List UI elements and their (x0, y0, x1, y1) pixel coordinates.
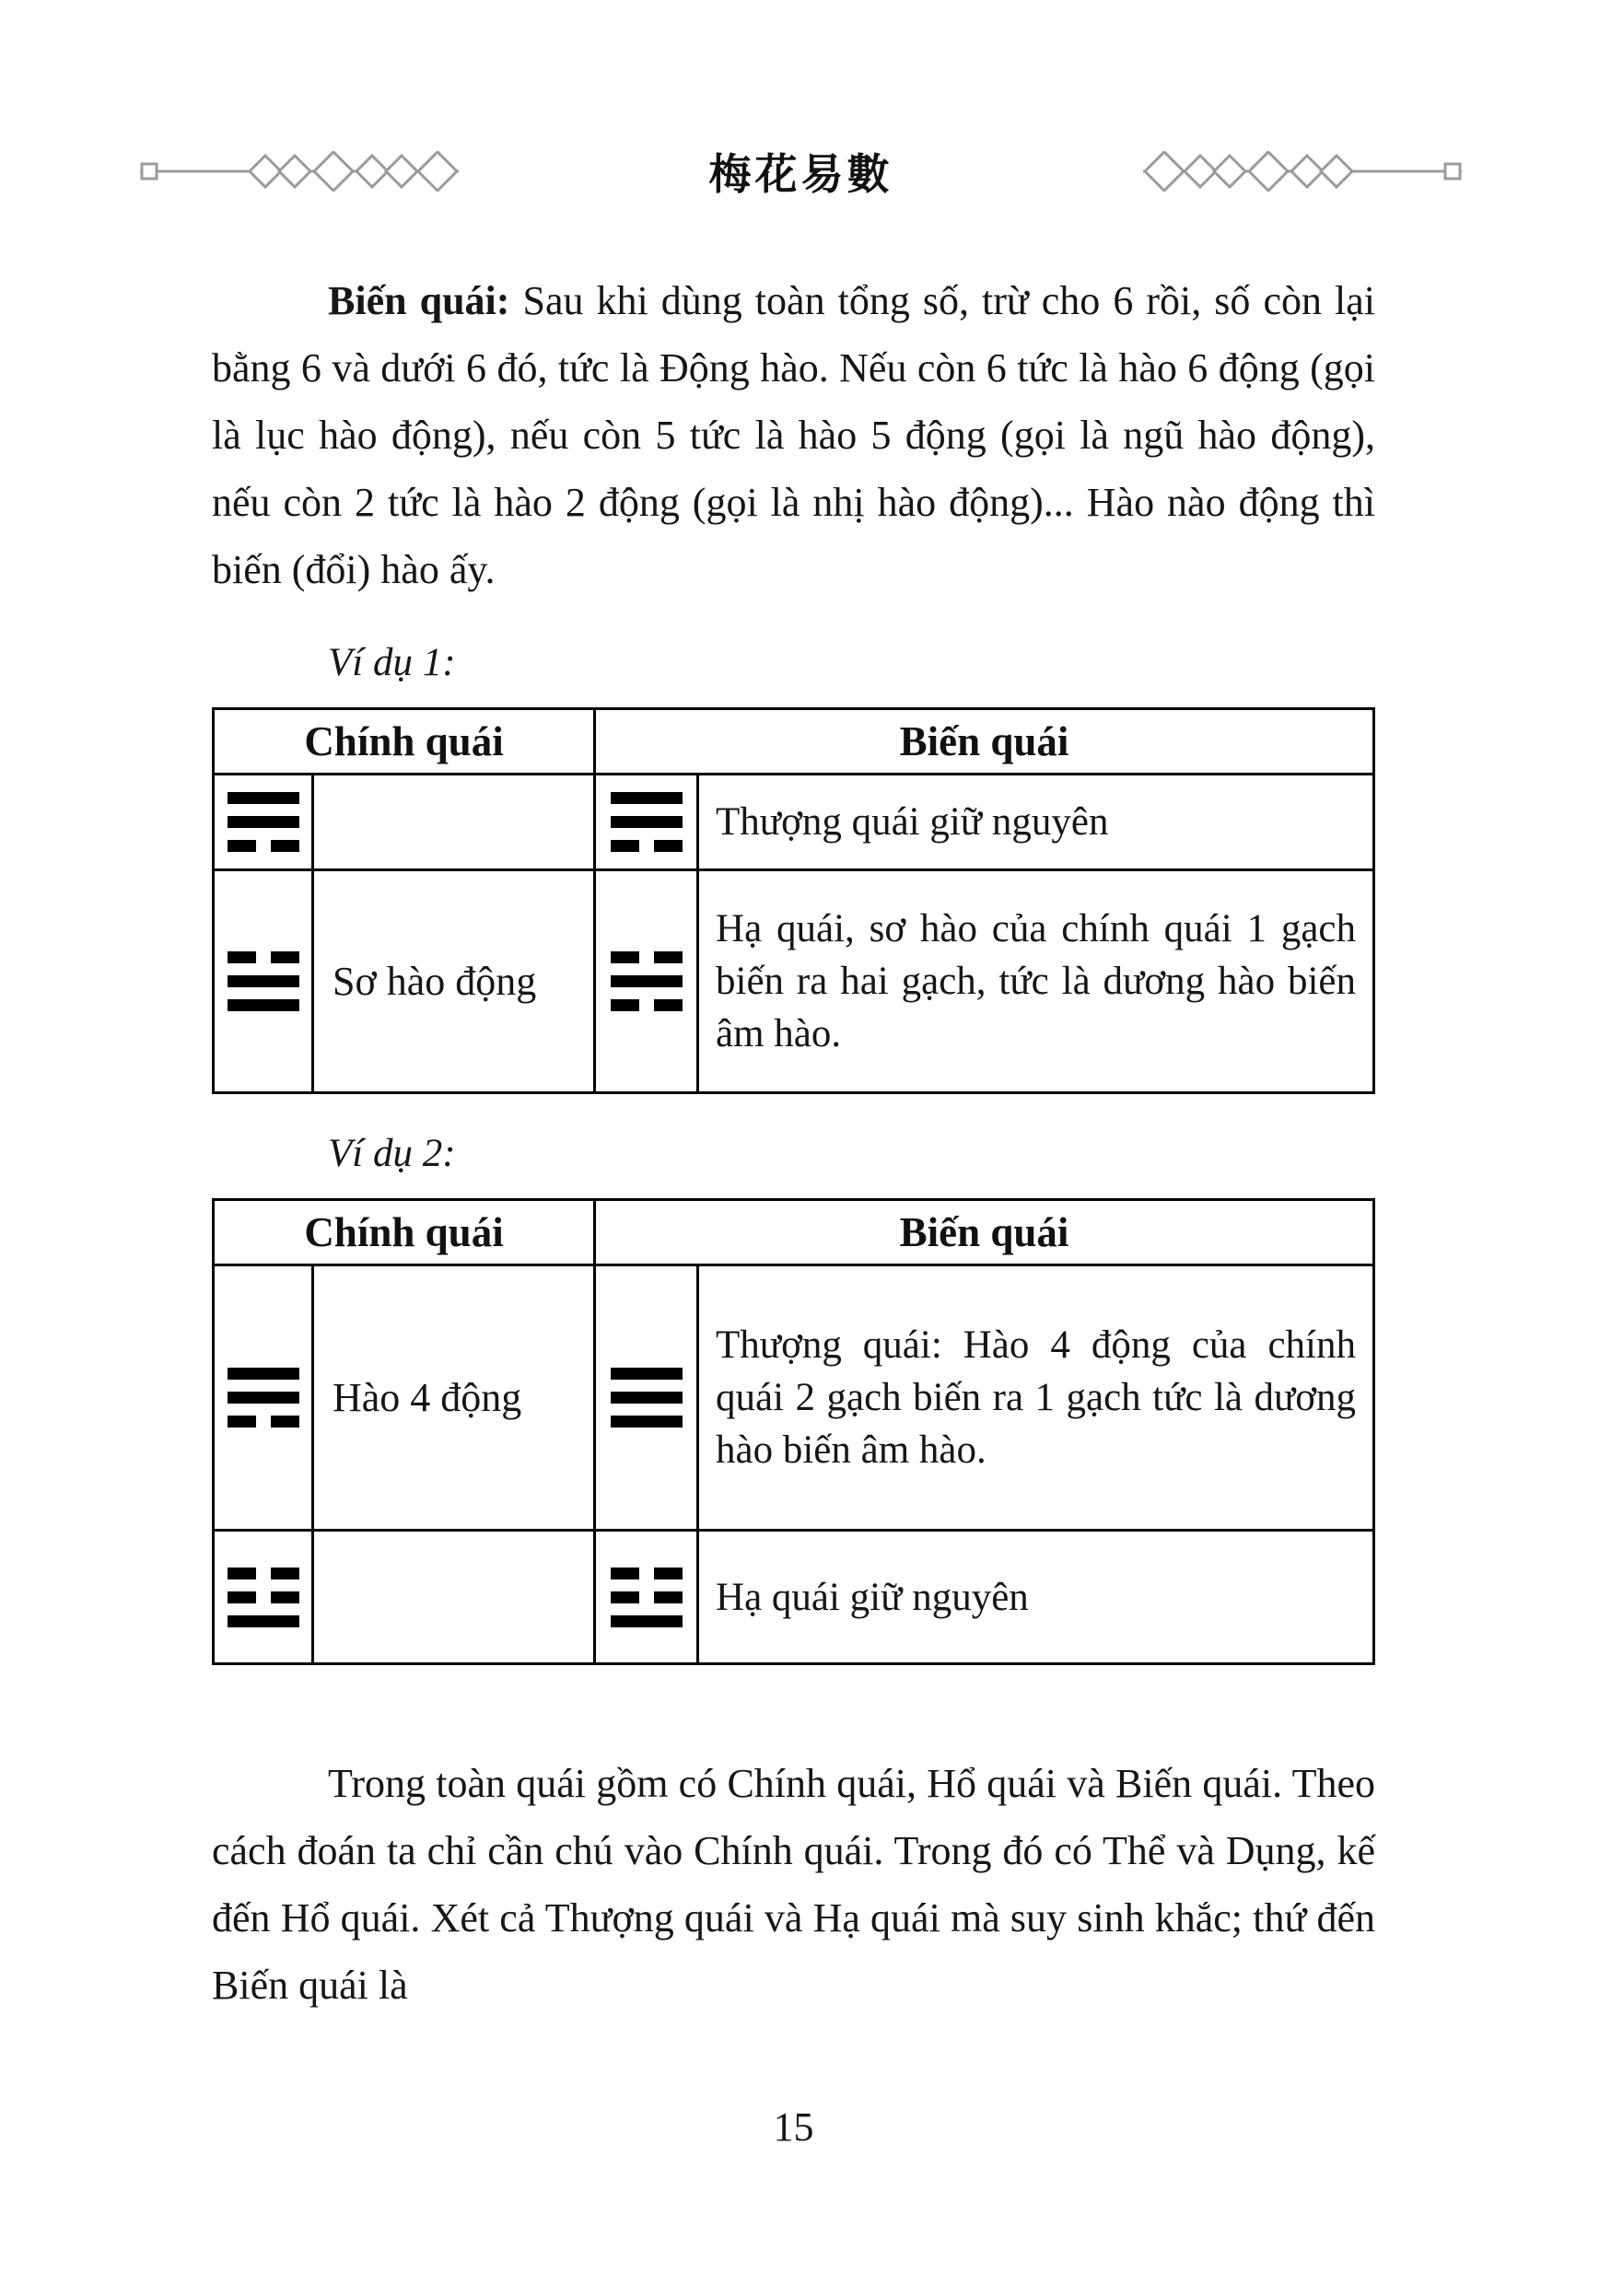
original-upper-trigram (228, 792, 299, 852)
changed-trigram-description: Hạ quái, sơ hào của chính quái 1 gạch biến ra hai gạch, tức là dương hào biến âm hào. (698, 870, 1374, 1093)
example1-label: Ví dụ 1: (328, 641, 456, 684)
original-lower-trigram (228, 1568, 299, 1627)
page-header (136, 146, 1465, 197)
column-header-bien-quai: Biến quái (595, 709, 1374, 775)
table-row (214, 870, 1374, 1093)
original-lower-trigram (228, 951, 299, 1011)
example2-table (212, 1198, 1375, 1665)
column-header-bien-quai: Biến quái (595, 1200, 1374, 1265)
paragraph-body: Sau khi dùng toàn tổng số, trừ cho 6 rồi, số còn lại bằng 6 và dưới 6 đó, tức là Động hào. Nếu còn 6 tức là hào 6 động (gọi là lục hào động), nếu còn 5 tức là hào 5 động (gọi là ngũ hào động), nếu còn 2 tức là hào 2 động (gọi là nhị hào động)... Hào nào động thì biến (đổi) hào ấy. (212, 278, 1376, 592)
original-trigram-label: Hào 4 động (313, 1265, 595, 1531)
original-trigram-label (313, 1531, 595, 1664)
ornament-left-icon (136, 151, 463, 192)
paragraph-lead: Biến quái: (328, 278, 510, 323)
example2-label: Ví dụ 2: (328, 1132, 456, 1175)
book-title-cjk: 梅花易數 (708, 151, 893, 198)
paragraph-summary: Trong toàn quái gồm có Chính quái, Hổ quái và Biến quái. Theo cách đoán ta chỉ cần chú vào Chính quái. Trong đó có Thể và Dụng, kế đến Hổ quái. Xét cả Thượng quái và Hạ quái mà suy sinh khắc; thứ đến Biến quái là (212, 1761, 1375, 2008)
page-number: 15 (773, 2104, 814, 2150)
table-header-row (214, 709, 1374, 775)
table-row (214, 775, 1374, 870)
original-trigram-label: Sơ hào động (313, 870, 595, 1093)
original-trigram-label (313, 775, 595, 870)
table-row (214, 1265, 1374, 1531)
example1-table (212, 707, 1375, 1094)
changed-lower-trigram (611, 951, 683, 1011)
table-header-row (214, 1200, 1374, 1265)
changed-upper-trigram (611, 1368, 683, 1428)
table-row (214, 1531, 1374, 1664)
original-upper-trigram (228, 1368, 299, 1428)
changed-trigram-description: Thượng quái: Hào 4 động của chính quái 2 gạch biến ra 1 gạch tức là dương hào biến âm hào. (698, 1265, 1374, 1531)
changed-trigram-description: Hạ quái giữ nguyên (698, 1531, 1374, 1664)
page-content (212, 267, 1375, 2150)
ornament-right-icon (1138, 151, 1465, 192)
changed-lower-trigram (611, 1568, 683, 1627)
column-header-chinh-quai: Chính quái (214, 709, 595, 775)
paragraph-bien-quai (212, 267, 1375, 603)
changed-trigram-description: Thượng quái giữ nguyên (698, 775, 1374, 870)
column-header-chinh-quai: Chính quái (214, 1200, 595, 1265)
changed-upper-trigram (611, 792, 683, 852)
